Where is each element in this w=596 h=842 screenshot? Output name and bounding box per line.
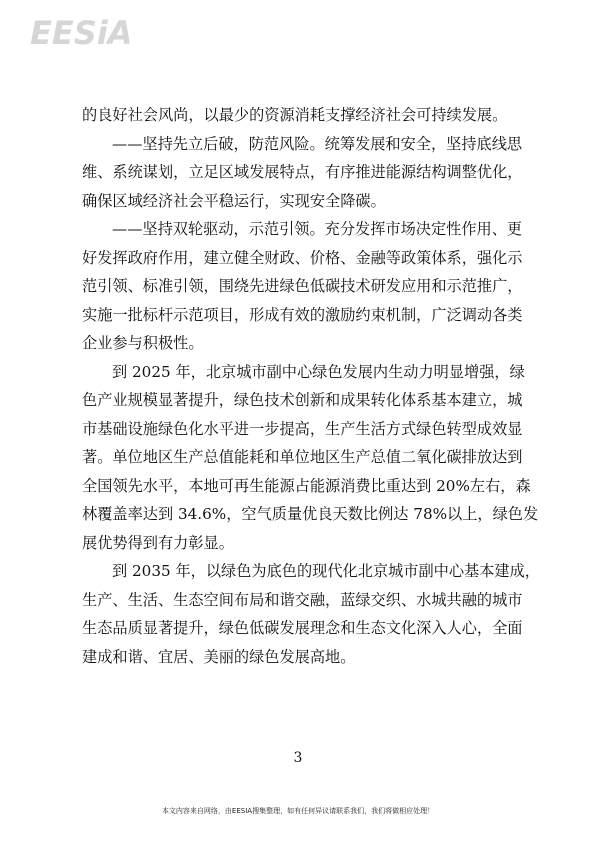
paragraph xyxy=(82,557,540,671)
footer-disclaimer: 本文内容来自网络，由EESIA搜集整理，如有任何异议请联系我们，我们将做相应处理！ xyxy=(161,807,435,815)
text-line: 到 2025 年，北京城市副中心绿色发展内生动力明显增强，绿 xyxy=(112,362,525,381)
document-body xyxy=(82,101,540,671)
eesia-logo: EESiA xyxy=(30,14,133,52)
text-line: 展优势得到有力彰显。 xyxy=(82,533,234,552)
text-line: 好发挥政府作用，建立健全财政、价格、金融等政策体系，强化示 xyxy=(82,248,523,267)
text-line: 企业参与积极性。 xyxy=(82,334,204,352)
text-line: ——坚持双轮驱动，示范引领。充分发挥市场决定性作用、更 xyxy=(112,220,523,238)
text-line: 建成和谐、宜居、美丽的绿色发展高地。 xyxy=(82,647,356,666)
paragraph xyxy=(82,130,523,216)
text-line: 到 2035 年，以绿色为底色的现代化北京城市副中心基本建成， xyxy=(112,562,540,580)
text-line: 生态品质显著提升，绿色低碳发展理念和生态文化深入人心，全面 xyxy=(82,619,523,637)
text-line: 全国领先水平，本地可再生能源占能源消费比重达到 20%左右，森 xyxy=(82,476,531,495)
page-number: 3 xyxy=(293,750,303,766)
text-line: ——坚持先立后破，防范风险。统筹发展和安全，坚持底线思 xyxy=(112,134,523,153)
text-line: 的良好社会风尚，以最少的资源消耗支撑经济社会可持续发展。 xyxy=(82,106,508,124)
text-line: 实施一批标杆示范项目，形成有效的激励约束机制，广泛调动各类 xyxy=(82,305,523,324)
text-line: 色产业规模显著提升，绿色技术创新和成果转化体系基本建立，城 xyxy=(82,391,523,409)
text-line: 范引领、标准引领，围绕先进绿色低碳技术研发应用和示范推广， xyxy=(82,277,523,295)
text-line: 著。单位地区生产总值能耗和单位地区生产总值二氧化碳排放达到 xyxy=(82,448,523,466)
paragraph xyxy=(82,358,539,558)
paragraph xyxy=(82,215,523,358)
text-line: 林覆盖率达到 34.6%，空气质量优良天数比例达 78%以上，绿色发 xyxy=(82,505,539,523)
text-line: 市基础设施绿色化水平进一步提高，生产生活方式绿色转型成效显 xyxy=(82,419,523,438)
paragraph xyxy=(82,101,518,130)
text-line: 生产、生活、生态空间布局和谐交融，蓝绿交织、水城共融的城市 xyxy=(82,590,523,609)
text-line: 确保区域经济社会平稳运行，实现安全降碳。 xyxy=(82,191,386,210)
text-line: 维、系统谋划，立足区域发展特点，有序推进能源结构调整优化， xyxy=(82,163,523,181)
